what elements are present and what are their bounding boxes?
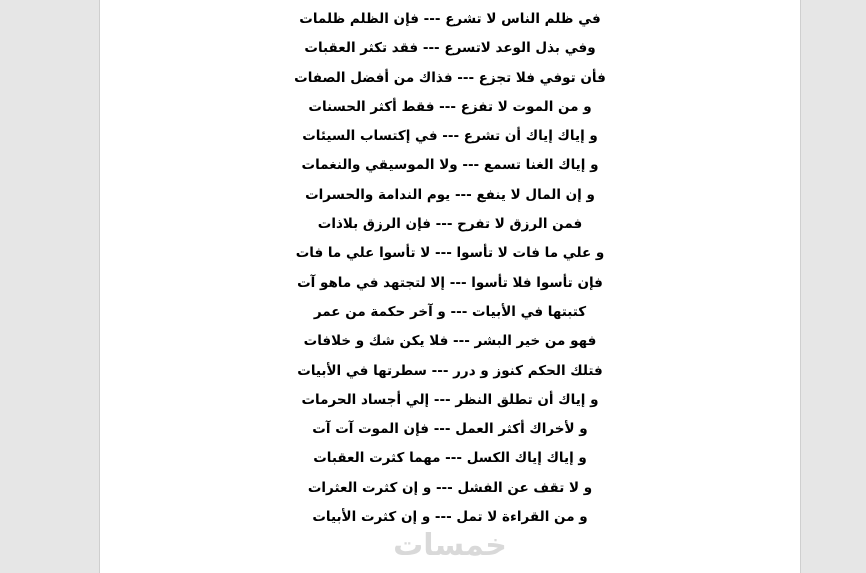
poem-line: و لا تقف عن الفشل --- و إن كثرت العثرات: [307, 479, 593, 496]
poem-line: و إياك إياك أن تشرع --- في إكتساب السيئات: [302, 128, 598, 145]
poem-line: و إن المال لا ينفع --- يوم الندامة والحسرات: [305, 186, 595, 203]
poem-line: و لأخراك أكثر العمل --- فإن الموت آت آت: [312, 421, 588, 438]
poem-line: في ظلم الناس لا تشرع --- فإن الظلم ظلمات: [299, 11, 601, 27]
poem-lines: [100, 5, 800, 532]
poem-line: و إياك أن تطلق النظر --- إلي أجساد الحرمات: [301, 391, 599, 408]
poem-line: فهو من خير البشر --- فلا يكن شك و خلافات: [303, 333, 597, 350]
poem-line: و إياك الغنا تسمع --- ولا الموسيقي والنغمات: [301, 157, 599, 174]
poem-line: فتلك الحكم كنوز و درر --- سطرتها في الأبيات: [297, 362, 603, 379]
poem-line: فمن الرزق لا تفرح --- فإن الرزق بلاذات: [317, 216, 583, 233]
poem-line: فأن توفي فلا تجزع --- فذاك من أفضل الصفات: [294, 69, 606, 86]
poem-line: فإن تأسوا فلا تأسوا --- إلا لتجتهد في ماهو آت: [297, 274, 603, 291]
document-page: [99, 0, 801, 573]
poem-line: و من القراءة لا تمل --- و إن كثرت الأبيات: [312, 509, 588, 526]
poem-line: و من الموت لا تفزع --- فقط أكثر الحسنات: [308, 98, 592, 115]
poem-line: و إياك إياك الكسل --- مهما كثرت العقبات: [313, 450, 587, 467]
poem-line: كتبتها في الأبيات --- و آخر حكمة من عمر: [313, 303, 587, 320]
poem-line: و علي ما فات لا تأسوا --- لا تأسوا علي ما فات: [295, 245, 605, 262]
poem-line: وفي بذل الوعد لاتسرع --- فقد تكثر العقبات: [304, 40, 596, 57]
watermark-logo: خمسات: [393, 528, 507, 563]
